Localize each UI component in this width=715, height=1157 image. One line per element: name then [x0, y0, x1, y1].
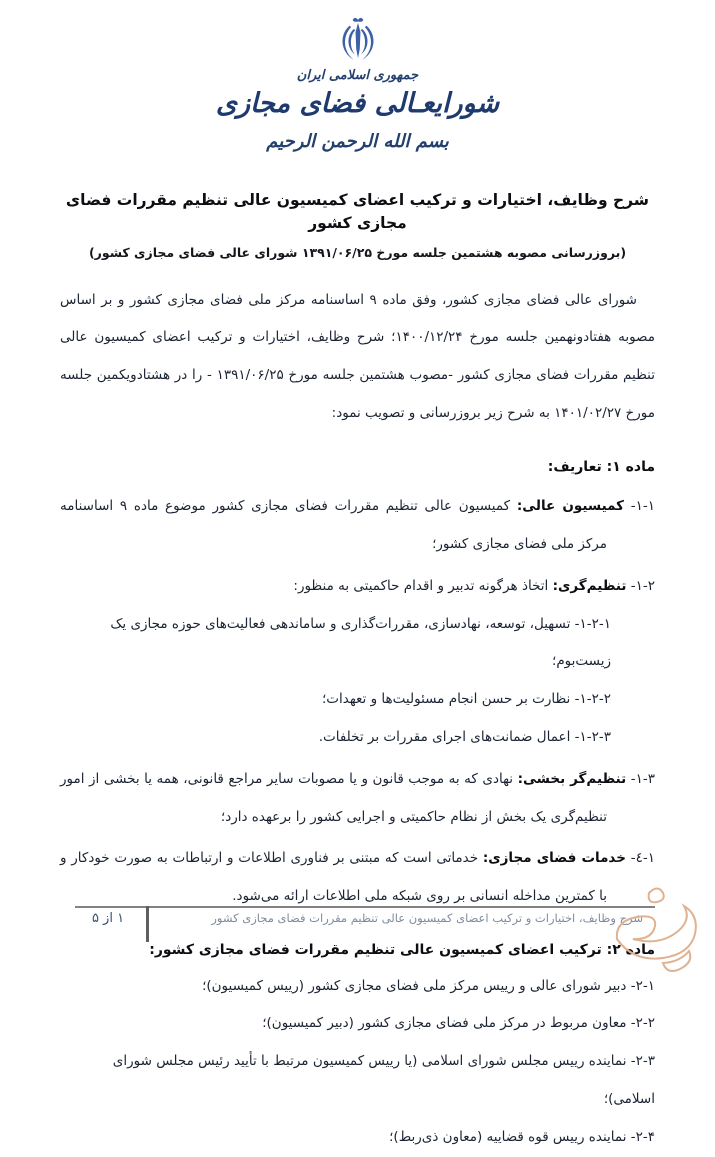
item-text: نماینده رییس قوه قضاییه (معاون ذی‌ربط)؛	[389, 1128, 627, 1145]
calligraphy-watermark-icon	[603, 881, 715, 981]
item-number: ۱-۲-	[630, 577, 655, 594]
item-text: اعمال ضمانت‌های اجرای مقررات بر تخلفات.	[318, 729, 571, 746]
item-number: ۲-۲-	[630, 1015, 655, 1032]
item-term: کمیسیون عالی:	[516, 498, 625, 515]
list-item-1-2	[60, 568, 655, 606]
item-number: ۱-۱-	[630, 498, 655, 515]
item-term: خدمات فضای مجازی:	[482, 850, 626, 867]
item-number: ۲-۴-	[630, 1128, 655, 1145]
letterhead	[0, 0, 715, 152]
article-2-heading: ماده ۲: ترکیب اعضای کمیسیون عالی تنظیم مقررات فضای مجازی کشور:	[149, 942, 655, 959]
item-number: ۱-۲-۳-	[574, 729, 611, 746]
article-1-heading: ماده ۱: تعاریف:	[547, 458, 655, 475]
item-text: خدماتی است که مبتنی بر فناوری اطلاعات و ارتباطات به صورت خودکار و با کمترین مداخله انسانی بر روی شبکه ملی اطلاعات ارائه می‌شود.	[60, 850, 607, 905]
item-text: نماینده رییس مجلس شورای اسلامی (یا رییس کمیسیون مرتبط با تأیید رئیس مجلس شورای اسلامی)؛	[112, 1053, 655, 1108]
item-text: کمیسیون عالی تنظیم مقررات فضای مجازی کشور موضوع ماده ۹ اساسنامه مرکز ملی فضای مجازی کشور؛	[60, 498, 607, 553]
document-title: شرح وظایف، اختیارات و ترکیب اعضای کمیسیون عالی تنظیم مقررات فضای مجازی کشور	[65, 191, 650, 233]
item-text: تسهیل، توسعه، نهادسازی، مقررات‌گذاری و ساماندهی فعالیت‌های حوزه مجازی یک زیست‌بوم؛	[110, 615, 611, 670]
document-body	[0, 189, 715, 1157]
document-subtitle: (بروزرسانی مصوبه هشتمین جلسه مورخ ۱۳۹۱/۰۶/۲۵ شورای عالی فضای مجازی کشور)	[88, 244, 627, 260]
list-item-2-1	[60, 968, 655, 1006]
item-number: ۱-۳-	[630, 770, 656, 787]
list-item-1-1	[60, 488, 655, 564]
item-number: ۱-۲-۲-	[574, 691, 611, 708]
item-number: ۲-۳-	[630, 1053, 655, 1070]
item-number: ۱-۲-۱-	[574, 615, 611, 632]
page-number: ۱ از ۵	[91, 911, 125, 926]
item-text: معاون مربوط در مرکز ملی فضای مجازی کشور (دبیر کمیسیون)؛	[262, 1015, 627, 1032]
bismillah-calligraphy: بسم الله الرحمن الرحیم	[266, 131, 449, 152]
item-text: اتخاذ هرگونه تدبیر و اقدام حاکمیتی به منظور:	[293, 577, 549, 594]
list-item-2-3	[60, 1043, 655, 1119]
item-text: نهادی که به موجب قانون و یا مصوبات سایر مراجع قانونی، همه یا بخشی از امور تنظیم‌گری یک بخش از نظام حاکمیتی و اجرایی کشور را برعهده دارد؛	[60, 770, 607, 825]
item-number: ۲-۱-	[630, 977, 655, 994]
intro-paragraph: شورای عالی فضای مجازی کشور، وفق ماده ۹ اساسنامه مرکز ملی فضای مجازی کشور و بر اساس مصوبه هفتادونهمین جلسه مورخ ۱۴۰۰/۱۲/۲۴؛ شرح وظایف، اختیارات و ترکیب اعضای کمیسیون عالی تنظیم مقررات فضای مجازی کشور -مصوب هشتمین جلسه مورخ ۱۳۹۱/۰۶/۲۵ - را در هشتادویکمین جلسه مورخ ۱۴۰۱/۰۲/۲۷ به شرح زیر بروزرسانی و تصویب نمود:	[60, 291, 655, 421]
iran-emblem-icon	[335, 13, 381, 65]
list-item-2-2	[60, 1005, 655, 1043]
list-item-1-3	[60, 761, 655, 837]
footer-rule	[75, 906, 655, 908]
item-number: ۱-٤-	[630, 850, 655, 867]
list-item-1-2-2	[60, 681, 611, 719]
org-name-calligraphy: شورایعـالی فضای مجازی	[215, 88, 500, 119]
item-text: دبیر شورای عالی و رییس مرکز ملی فضای مجازی کشور (رییس کمیسیون)؛	[202, 977, 627, 994]
list-item-1-2-1	[60, 606, 611, 682]
list-item-1-2-3	[60, 719, 611, 757]
item-text: نظارت بر حسن انجام مسئولیت‌ها و تعهدات؛	[321, 691, 571, 708]
list-item-2-4	[60, 1119, 655, 1157]
list-item-1-4	[60, 840, 655, 916]
footer-divider	[146, 906, 149, 942]
state-name: جمهوری اسلامی ایران	[296, 68, 419, 83]
item-term: تنظیم‌گری:	[552, 577, 627, 594]
footer-document-label: شرح وظایف، اختیارات و ترکیب اعضای کمیسیون عالی تنظیم مقررات فضای مجازی کشور	[211, 911, 643, 925]
item-term: تنظیم‌گر بخشی:	[517, 770, 627, 787]
